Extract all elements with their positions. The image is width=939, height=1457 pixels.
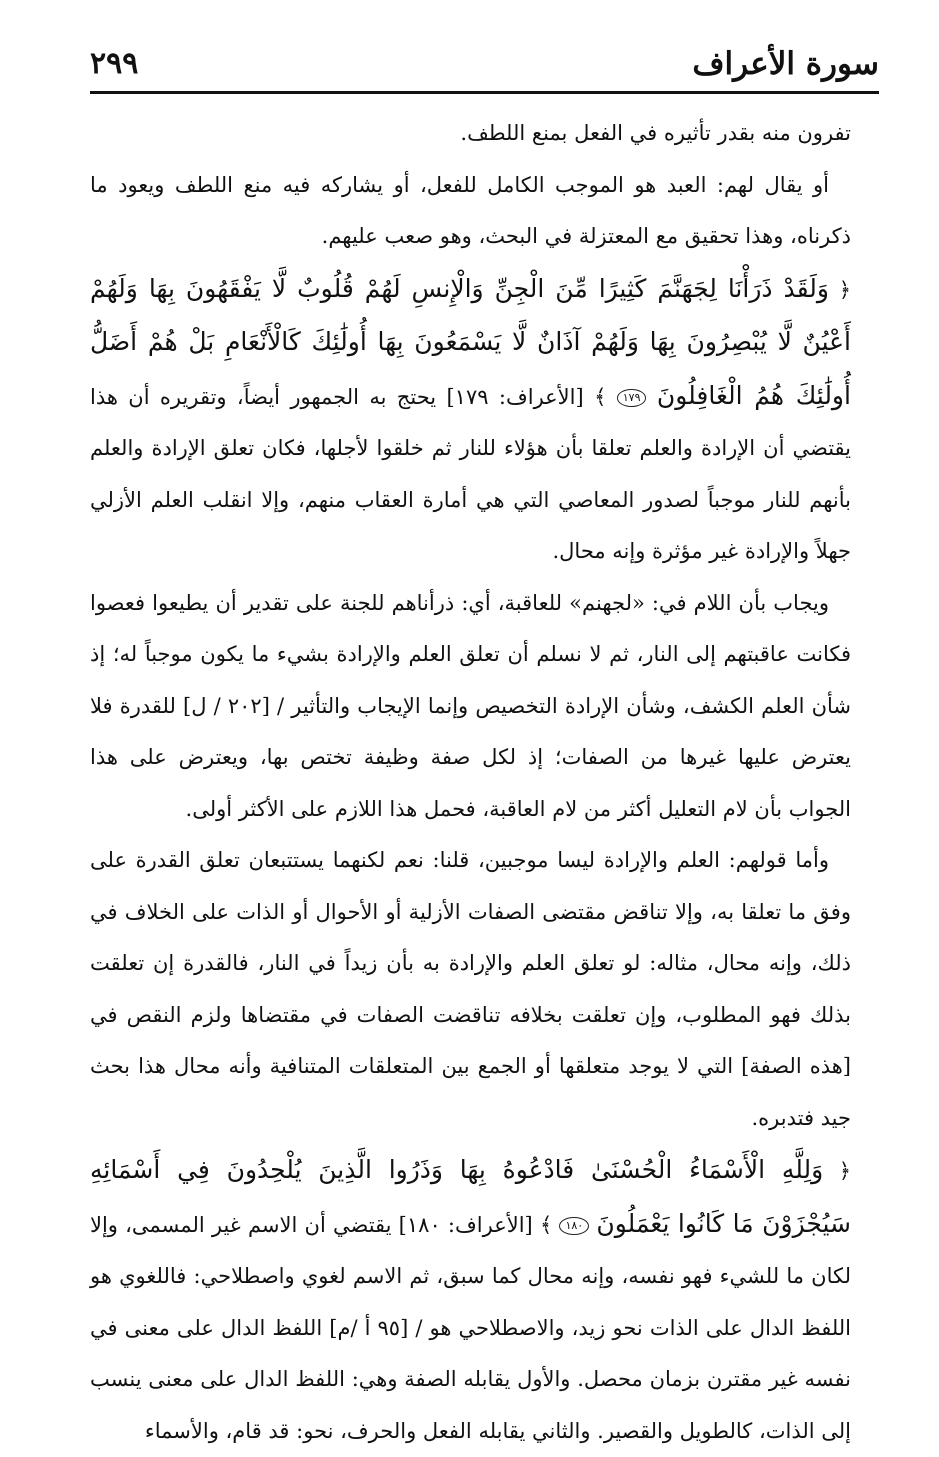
verse-close-bracket: ﴾	[594, 384, 607, 409]
paragraph-2: أو يقال لهم: العبد هو الموجب الكامل للفعل، أو يشاركه فيه منع اللطف ويعود ما ذكرناه، وهذا تحقيق مع المعتزلة في البحث، وهو صعب عليهم.	[90, 172, 851, 248]
paragraph-1: تفرون منه بقدر تأثيره في الفعل بمنع اللطف.	[460, 121, 851, 145]
paragraph-3: ويجاب بأن اللام في: «لجهنم» للعاقبة، أي: ذرأناهم للجنة على تقدير أن يطيعوا فعصوا فكانت عاقبتهم إلى النار، ثم لا نسلم أن تعلق العلم والإرادة بشيء ما يكون موجباً له؛ إذ شأن العلم الكشف، وشأن الإرادة التخصيص وإنما الإيجاب والتأثير / [٢٠٢ / ل] للقدرة فلا يعترض عليها غيرها من الصفات؛ إذ لكل صفة وظيفة تختص بها، ويعترض على هذا الجواب بأن لام التعليل أكثر من لام العاقبة، فحمل هذا اللازم على الأكثر أولى.	[90, 590, 852, 821]
surah-title: سورة الأعراف	[692, 46, 879, 82]
quran-verse-179: وَلَقَدْ ذَرَأْنَا لِجَهَنَّمَ كَثِيرًا مِّنَ الْجِنِّ وَالْإِنسِ لَهُمْ قُلُوبٌ لَّا يَفْقَهُونَ بِهَا وَلَهُمْ أَعْيُنٌ لَّا يُبْصِرُونَ بِهَا وَلَهُمْ آذَانٌ لَّا يَسْمَعُونَ بِهَا أُولَٰئِكَ كَالْأَنْعَامِ بَلْ هُمْ أَضَلُّ أُولَٰئِكَ هُمُ الْغَافِلُونَ	[90, 273, 851, 410]
page-header	[90, 38, 879, 92]
verse-close-bracket: ﴾	[539, 1212, 553, 1237]
page-number: ٢٩٩	[90, 46, 139, 81]
page-body	[90, 108, 851, 1457]
ayah-number-180: ١٨٠	[559, 1217, 589, 1235]
header-divider	[90, 91, 879, 94]
ayah-number-179: ١٧٩	[617, 389, 647, 407]
commentary-180: [الأعراف: ١٨٠] يقتضي أن الاسم غير المسمى، وإلا لكان ما للشيء فهو نفسه، وإنه محال كما سبق، ثم الاسم لغوي واصطلاحي: فاللغوي هو اللفظ الدال على الذات نحو زيد، والاصطلاحي هو / [٩٥ أ /م] اللفظ الدال على معنى في نفسه غير مقترن بزمان محصل. والأول يقابله الصفة وهي: اللفظ الدال على معنى ينسب إلى الذات، كالطويل والقصير. والثاني يقابله الفعل والحرف، نحو: قد قام، والأسماء	[90, 1212, 851, 1443]
verse-open-bracket: ﴿	[838, 1159, 851, 1183]
paragraph-4: وأما قولهم: العلم والإرادة ليسا موجبين، قلنا: نعم لكنهما يستتبعان تعلق القدرة على وفق ما تعلقا به، وإلا تناقض مقتضى الصفات الأزلية أو الأحوال أو الذات على الخلاف في ذلك، وإنه محال، مثاله: لو تعلق العلم والإرادة به بأن زيداً في النار، فالقدرة إن تعلقت بذلك فهو المطلوب، وإن تعلقت بخلافه تناقضت الصفات في مقتضاها ولزم النقص في [هذه الصفة] التي لا يوجد متعلقها أو الجمع بين المتعلقات المتنافية وأنه محال هذا بحث جيد فتدبره.	[90, 848, 851, 1130]
commentary-179: [الأعراف: ١٧٩] يحتج به الجمهور أيضاً، وتقريره أن هذا يقتضي أن الإرادة والعلم تعلقا بأن هؤلاء للنار ثم خلقوا لأجلها، فكان تعلق الإرادة والعلم بأنهم للنار موجباً لصدور المعاصي التي هي أمارة العقاب منهم، وإلا انقلب العلم الأزلي جهلاً والإرادة غير مؤثرة وإنه محال.	[90, 384, 851, 563]
verse-paragraph-180	[90, 1144, 851, 1457]
quran-verse-180: وَلِلَّهِ الْأَسْمَاءُ الْحُسْنَىٰ فَادْعُوهُ بِهَا وَذَرُوا الَّذِينَ يُلْحِدُونَ فِي أَسْمَائِهِ سَيُجْزَوْنَ مَا كَانُوا يَعْمَلُونَ	[90, 1155, 851, 1238]
verse-open-bracket: ﴿	[838, 277, 851, 302]
verse-paragraph-179	[90, 263, 851, 578]
